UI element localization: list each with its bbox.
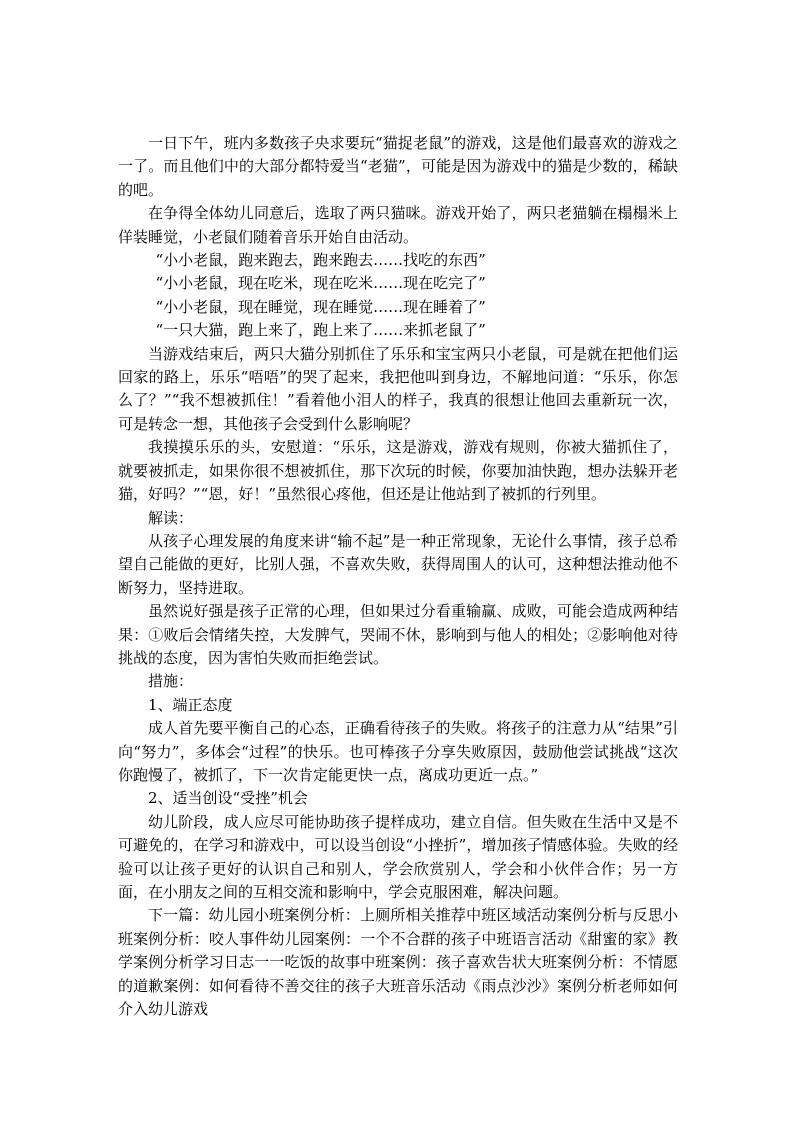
paragraph-game-start: 在争得全体幼儿同意后，选取了两只猫咪。游戏开始了，两只老猫躺在榻榻米上佯装睡觉，小老鼠们随着音乐开始自由活动。 [118,204,678,246]
song-line-3: “小小老鼠，现在睡觉，现在睡觉……现在睡着了” [155,297,486,316]
heading-measure-1: 1、端正态度 [148,695,233,714]
paragraph-analysis-2: 虽然说好强是孩子正常的心理，但如果过分看重输赢、成败，可能会造成两种结果：①败后会情绪失控，大发脾气，哭闹不休，影响到与他人的相处；②影响他对待挑战的态度，因为害怕失败而拒绝尝试。 [118,602,678,667]
heading-measures: 措施： [148,672,194,691]
paragraph-comfort: 我摸摸乐乐的头，安慰道：“乐乐，这是游戏，游戏有规则，你被大猫抓住了，就要被抓走，如果你很不想被抓住，那下次玩的时候，你要加油快跑，想办法躲开老猫，好吗？”“恩，好！”虽然很心疼他，但还是让他站到了被抓的行列里。 [118,438,678,504]
song-line-1: “小小老鼠，跑来跑去，跑来跑去……找吃的东西” [155,251,486,270]
document-body [118,132,678,1021]
paragraph-analysis-1: 从孩子心理发展的角度来讲“输不起”是一种正常现象，无论什么事情，孩子总希望自己能做的更好，比别人强，不喜欢失败，获得周围人的认可，这种想法推动他不断努力，坚持进取。 [118,531,678,597]
paragraph-measure-1: 成人首先要平衡自己的心态，正确看待孩子的失败。将孩子的注意力从“结果”引向“努力”，多体会“过程”的快乐。也可棒孩子分享失败原因，鼓励他尝试挑战“这次你跑慢了，被抓了，下一次肯定能更快一点，离成功更近一点。” [118,719,678,784]
paragraph-intro: 一日下午，班内多数孩子央求要玩“猫捉老鼠”的游戏，这是他们最喜欢的游戏之一了。而且他们中的大部分都特爱当“老猫”，可能是因为游戏中的猫是少数的，稀缺的吧。 [118,134,678,199]
heading-interpretation: 解读： [148,508,194,527]
paragraph-measure-2: 幼儿阶段，成人应尽可能协助孩子提样成功，建立自信。但失败在生活中又是不可避免的，在学习和游戏中，可以设当创设“小挫折”，增加孩子情感体验。失败的经验可以让孩子更好的认识自己和别人，学会欣赏别人，学会和小伙伴合作；另一方面，在小朋友之间的互相交流和影响中，学会克服困难，解决问题。 [118,812,678,901]
related-links[interactable]: 下一篇：幼儿园小班案例分析：上厕所相关推荐中班区域活动案例分析与反思小班案例分析：咬人事件幼儿园案例：一个不合群的孩子中班语言活动《甜蜜的家》教学案例分析学习日志一一吃饭的故事中班案例：孩子喜欢告状大班案例分析：不情愿的道歉案例：如何看待不善交往的孩子大班音乐活动《雨点沙沙》案例分析老师如何介入幼儿游戏 [118,906,678,1019]
heading-measure-2: 2、适当创设“受挫”机会 [148,789,308,808]
song-line-2: “小小老鼠，现在吃米，现在吃米……现在吃完了” [155,274,486,293]
song-line-4: “一只大猫，跑上来了，跑上来了……来抓老鼠了” [155,321,486,340]
paragraph-game-end: 当游戏结束后，两只大猫分别抓住了乐乐和宝宝两只小老鼠，可是就在把他们运回家的路上，乐乐“唔唔”的哭了起来，我把他叫到身边，不解地问道：“乐乐，你怎么了？”“我不想被抓住！”看着他小泪人的样子，我真的很想让他回去重新玩一次，可是转念一想，其他孩子会受到什么影响呢？ [118,344,678,433]
